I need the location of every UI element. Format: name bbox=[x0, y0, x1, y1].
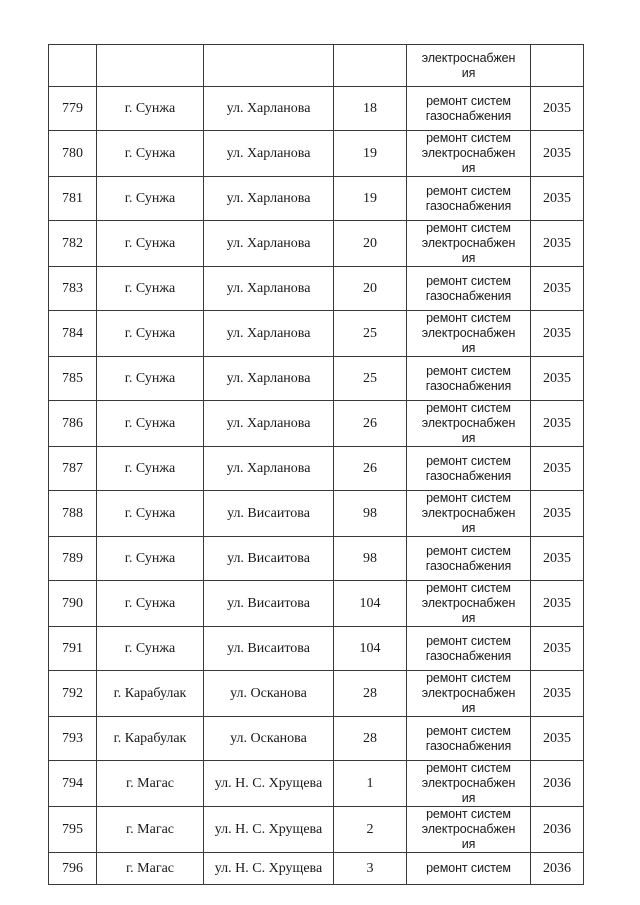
table-row bbox=[49, 581, 584, 627]
work-type-line: электроснабжен bbox=[421, 50, 516, 65]
work-type-cell bbox=[407, 311, 531, 357]
work-type-line: ремонт систем bbox=[426, 131, 511, 145]
work-type-line: ремонт систем bbox=[426, 633, 511, 648]
year-cell: 2035 bbox=[531, 491, 584, 537]
city-cell: г. Сунжа bbox=[97, 581, 204, 627]
street-cell: ул. Осканова bbox=[204, 671, 334, 717]
table-row bbox=[49, 537, 584, 581]
row-number: 790 bbox=[49, 581, 97, 627]
table-row bbox=[49, 853, 584, 885]
table-row bbox=[49, 401, 584, 447]
row-number: 784 bbox=[49, 311, 97, 357]
year-cell: 2035 bbox=[531, 447, 584, 491]
year-cell: 2035 bbox=[531, 131, 584, 177]
table-row bbox=[49, 221, 584, 267]
row-number: 782 bbox=[49, 221, 97, 267]
city-cell: г. Сунжа bbox=[97, 401, 204, 447]
year-cell: 2036 bbox=[531, 761, 584, 807]
row-number: 780 bbox=[49, 131, 97, 177]
work-type-line: электроснабжен bbox=[421, 236, 516, 250]
work-type-cell bbox=[407, 401, 531, 447]
house-number-cell bbox=[334, 45, 407, 87]
year-cell: 2035 bbox=[531, 267, 584, 311]
table-body bbox=[49, 45, 584, 885]
house-number-cell: 20 bbox=[334, 221, 407, 267]
street-cell: ул. Харланова bbox=[204, 177, 334, 221]
house-number-cell: 104 bbox=[334, 627, 407, 671]
house-number-cell: 98 bbox=[334, 491, 407, 537]
work-type-line: газоснабжения bbox=[425, 198, 512, 213]
table-row bbox=[49, 447, 584, 491]
city-cell: г. Карабулак bbox=[97, 671, 204, 717]
table-row bbox=[49, 45, 584, 87]
house-number-cell: 19 bbox=[334, 131, 407, 177]
work-type-line: ремонт систем bbox=[426, 311, 511, 325]
street-cell: ул. Висаитова bbox=[204, 537, 334, 581]
house-number-cell: 19 bbox=[334, 177, 407, 221]
work-type-cell bbox=[407, 581, 531, 627]
row-number: 792 bbox=[49, 671, 97, 717]
work-type-cell bbox=[407, 221, 531, 267]
work-type-line: ремонт систем bbox=[426, 723, 511, 738]
year-cell: 2035 bbox=[531, 537, 584, 581]
city-cell: г. Сунжа bbox=[97, 221, 204, 267]
year-cell: 2036 bbox=[531, 853, 584, 885]
work-type-cell bbox=[407, 177, 531, 221]
work-type-cell bbox=[407, 45, 531, 87]
work-type-line: ремонт систем bbox=[426, 93, 511, 108]
street-cell: ул. Харланова bbox=[204, 267, 334, 311]
work-type-line: газоснабжения bbox=[425, 108, 512, 123]
work-type-line: газоснабжения bbox=[425, 378, 512, 393]
city-cell: г. Сунжа bbox=[97, 357, 204, 401]
work-type-line: электроснабжен bbox=[421, 416, 516, 430]
year-cell: 2035 bbox=[531, 671, 584, 717]
row-number: 779 bbox=[49, 87, 97, 131]
year-cell bbox=[531, 45, 584, 87]
table-row bbox=[49, 267, 584, 311]
house-number-cell: 2 bbox=[334, 807, 407, 853]
work-type-line: ия bbox=[461, 701, 476, 715]
work-type-line: ия bbox=[461, 837, 476, 851]
row-number: 795 bbox=[49, 807, 97, 853]
street-cell: ул. Харланова bbox=[204, 131, 334, 177]
street-cell: ул. Харланова bbox=[204, 447, 334, 491]
street-cell: ул. Висаитова bbox=[204, 491, 334, 537]
work-type-line: ия bbox=[461, 431, 476, 445]
work-type-line: ремонт систем bbox=[426, 581, 511, 595]
house-number-cell: 26 bbox=[334, 401, 407, 447]
row-number: 785 bbox=[49, 357, 97, 401]
work-type-cell bbox=[407, 357, 531, 401]
street-cell: ул. Висаитова bbox=[204, 581, 334, 627]
street-cell: ул. Харланова bbox=[204, 87, 334, 131]
work-type-line: ремонт систем bbox=[426, 453, 511, 468]
city-cell: г. Магас bbox=[97, 761, 204, 807]
work-type-cell bbox=[407, 761, 531, 807]
work-type-cell bbox=[407, 717, 531, 761]
city-cell: г. Сунжа bbox=[97, 131, 204, 177]
work-type-line: ремонт систем bbox=[426, 861, 511, 875]
table-row bbox=[49, 491, 584, 537]
street-cell: ул. Осканова bbox=[204, 717, 334, 761]
city-cell: г. Сунжа bbox=[97, 627, 204, 671]
work-type-line: ремонт систем bbox=[426, 543, 511, 558]
house-number-cell: 3 bbox=[334, 853, 407, 885]
row-number bbox=[49, 45, 97, 87]
row-number: 788 bbox=[49, 491, 97, 537]
work-type-cell bbox=[407, 627, 531, 671]
year-cell: 2035 bbox=[531, 581, 584, 627]
work-type-line: газоснабжения bbox=[425, 468, 512, 483]
year-cell: 2035 bbox=[531, 717, 584, 761]
city-cell: г. Сунжа bbox=[97, 87, 204, 131]
street-cell: ул. Харланова bbox=[204, 221, 334, 267]
city-cell bbox=[97, 45, 204, 87]
row-number: 786 bbox=[49, 401, 97, 447]
work-type-line: ремонт систем bbox=[426, 401, 511, 415]
table-row bbox=[49, 311, 584, 357]
work-type-line: ремонт систем bbox=[426, 671, 511, 685]
year-cell: 2035 bbox=[531, 627, 584, 671]
work-type-line: ремонт систем bbox=[426, 491, 511, 505]
work-type-cell bbox=[407, 671, 531, 717]
street-cell: ул. Н. С. Хрущева bbox=[204, 853, 334, 885]
table-row bbox=[49, 761, 584, 807]
work-type-line: электроснабжен bbox=[421, 822, 516, 836]
work-type-line: ремонт систем bbox=[426, 273, 511, 288]
city-cell: г. Сунжа bbox=[97, 537, 204, 581]
city-cell: г. Сунжа bbox=[97, 177, 204, 221]
work-type-line: электроснабжен bbox=[421, 326, 516, 340]
row-number: 787 bbox=[49, 447, 97, 491]
house-number-cell: 20 bbox=[334, 267, 407, 311]
house-number-cell: 25 bbox=[334, 311, 407, 357]
work-type-line: газоснабжения bbox=[425, 738, 512, 753]
house-number-cell: 28 bbox=[334, 671, 407, 717]
street-cell bbox=[204, 45, 334, 87]
year-cell: 2035 bbox=[531, 401, 584, 447]
work-type-line: ремонт систем bbox=[426, 807, 511, 821]
table-row bbox=[49, 177, 584, 221]
city-cell: г. Карабулак bbox=[97, 717, 204, 761]
work-type-cell bbox=[407, 853, 531, 885]
work-type-line: электроснабжен bbox=[421, 146, 516, 160]
work-type-line: электроснабжен bbox=[421, 776, 516, 790]
street-cell: ул. Висаитова bbox=[204, 627, 334, 671]
table-row bbox=[49, 627, 584, 671]
work-type-line: ремонт систем bbox=[426, 221, 511, 235]
row-number: 791 bbox=[49, 627, 97, 671]
table-row bbox=[49, 717, 584, 761]
house-number-cell: 25 bbox=[334, 357, 407, 401]
work-type-line: ия bbox=[461, 521, 476, 535]
work-type-cell bbox=[407, 537, 531, 581]
work-type-line: ия bbox=[461, 251, 476, 265]
work-type-line: электроснабжен bbox=[421, 596, 516, 610]
street-cell: ул. Н. С. Хрущева bbox=[204, 761, 334, 807]
year-cell: 2035 bbox=[531, 177, 584, 221]
row-number: 783 bbox=[49, 267, 97, 311]
house-number-cell: 18 bbox=[334, 87, 407, 131]
city-cell: г. Сунжа bbox=[97, 267, 204, 311]
city-cell: г. Сунжа bbox=[97, 311, 204, 357]
work-type-line: ремонт систем bbox=[426, 363, 511, 378]
house-number-cell: 28 bbox=[334, 717, 407, 761]
year-cell: 2035 bbox=[531, 311, 584, 357]
street-cell: ул. Харланова bbox=[204, 357, 334, 401]
work-type-line: ремонт систем bbox=[426, 761, 511, 775]
work-type-cell bbox=[407, 87, 531, 131]
work-type-cell bbox=[407, 491, 531, 537]
work-type-line: газоснабжения bbox=[425, 648, 512, 663]
year-cell: 2035 bbox=[531, 357, 584, 401]
city-cell: г. Магас bbox=[97, 807, 204, 853]
work-type-cell bbox=[407, 807, 531, 853]
house-number-cell: 104 bbox=[334, 581, 407, 627]
work-type-line: газоснабжения bbox=[425, 558, 512, 573]
table-row bbox=[49, 357, 584, 401]
city-cell: г. Сунжа bbox=[97, 447, 204, 491]
row-number: 794 bbox=[49, 761, 97, 807]
work-type-cell bbox=[407, 131, 531, 177]
table-row bbox=[49, 87, 584, 131]
work-type-cell bbox=[407, 267, 531, 311]
table-row bbox=[49, 671, 584, 717]
house-number-cell: 98 bbox=[334, 537, 407, 581]
row-number: 793 bbox=[49, 717, 97, 761]
city-cell: г. Сунжа bbox=[97, 491, 204, 537]
table-row bbox=[49, 131, 584, 177]
work-type-cell bbox=[407, 447, 531, 491]
work-type-line: ия bbox=[461, 65, 476, 80]
work-type-line: газоснабжения bbox=[425, 288, 512, 303]
housing-register-table bbox=[48, 44, 584, 885]
street-cell: ул. Н. С. Хрущева bbox=[204, 807, 334, 853]
year-cell: 2035 bbox=[531, 87, 584, 131]
work-type-line: ремонт систем bbox=[426, 183, 511, 198]
house-number-cell: 1 bbox=[334, 761, 407, 807]
row-number: 796 bbox=[49, 853, 97, 885]
work-type-line: ия bbox=[461, 161, 476, 175]
street-cell: ул. Харланова bbox=[204, 401, 334, 447]
work-type-line: ия bbox=[461, 611, 476, 625]
year-cell: 2035 bbox=[531, 221, 584, 267]
city-cell: г. Магас bbox=[97, 853, 204, 885]
work-type-line: электроснабжен bbox=[421, 686, 516, 700]
row-number: 781 bbox=[49, 177, 97, 221]
row-number: 789 bbox=[49, 537, 97, 581]
year-cell: 2036 bbox=[531, 807, 584, 853]
work-type-line: электроснабжен bbox=[421, 506, 516, 520]
work-type-line: ия bbox=[461, 791, 476, 805]
table-row bbox=[49, 807, 584, 853]
street-cell: ул. Харланова bbox=[204, 311, 334, 357]
work-type-line: ия bbox=[461, 341, 476, 355]
house-number-cell: 26 bbox=[334, 447, 407, 491]
